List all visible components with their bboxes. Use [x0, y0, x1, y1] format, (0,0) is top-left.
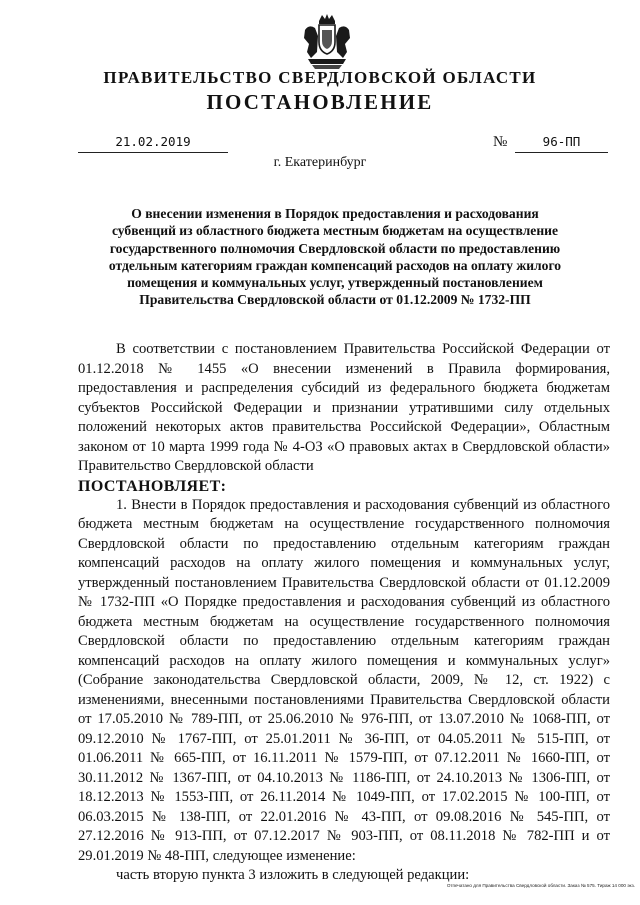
document-type: ПОСТАНОВЛЕНИЕ — [206, 90, 434, 114]
government-name: ПРАВИТЕЛЬСТВО СВЕРДЛОВСКОЙ ОБЛАСТИ — [103, 68, 537, 87]
decree-heading: ПОСТАНОВЛЯЕТ: — [78, 477, 227, 495]
print-footer: Отпечатано для Правительства Свердловской области. Заказ № 575. Тираж 14 000 экз. — [446, 883, 635, 888]
document-date: 21.02.2019 — [78, 134, 228, 153]
coat-of-arms-icon — [299, 12, 355, 72]
city-name: г. Екатеринбург — [273, 155, 367, 170]
item-1-subparagraph: часть вторую пункта 3 изложить в следующей редакции: — [116, 867, 470, 883]
document-title: О внесении изменения в Порядок предоставления и расходования субвенций из областного бюджета местным бюджетам на осуществление государственного полномочия Свердловской области по предоставлению отдельным категориям граждан компенсаций расходов на оплату жилого помещения и коммунальных услуг, утвержденный постановлением Правительства Свердловской области от 01.12.2009 № 1732-ПП — [108, 206, 562, 308]
number-label: № — [493, 134, 508, 150]
item-1-paragraph: 1. Внести в Порядок предоставления и расходования субвенций из областного бюджета местным бюджетам на осуществление государственного полномочия Свердловской области по предоставлению отдельным категориям граждан компенсаций расходов на оплату жилого помещения и коммунальных услуг, утвержденный постановлением Правительства Свердловской области от 01.12.2009 № 1732-ПП «О Порядке предоставления и расходования субвенций из областного бюджета местным бюджетам на осуществление государственного полномочия Свердловской области по предоставлению отдельным категориям граждан компенсаций расходов на оплату жилого помещения и коммунальных услуг» (Собрание законодательства Свердловской области, 2009, № 12, ст. 1922) с изменениями, внесенными постановлениями Правительства Свердловской области от 17.05.2010 № 789-ПП, от 25.06.2010 № 976-ПП, от 13.07.2010 № 1068-ПП, от 09.12.2010 № 1767-ПП, от 25.01.2011 № 36-ПП, от 04.05.2011 № 515-ПП, от 01.06.2011 № 665-ПП, от 16.11.2011 № 1579-ПП, от 07.12.2011 № 1660-ПП, от 30.11.2012 № 1367-ПП, от 04.10.2013 № 1186-ПП, от 24.10.2013 № 1306-ПП, от 18.12.2013 № 1553-ПП, от 26.11.2014 № 1049-ПП, от 17.02.2015 № 100-ПП, от 06.03.2015 № 138-ПП, от 22.01.2016 № 43-ПП, от 09.08.2016 № 545-ПП, от 27.12.2016 № 913-ПП, от 07.12.2017 № 903-ПП, от 08.11.2018 № 782-ПП и от 29.01.2019 № 48-ПП, следующее изменение: — [78, 496, 610, 864]
document-body — [78, 340, 610, 886]
document-number: 96-ПП — [515, 134, 608, 153]
preamble-paragraph: В соответствии с постановлением Правительства Российской Федерации от 01.12.2018 № 1455 «О внесении изменений в Правила формирования, предоставления и распределения субсидий из федерального бюджета бюджетам субъектов Российской Федерации и признании утратившими силу отдельных положений некоторых актов правительства Российской Федерации», Областным законом от 10 марта 1999 года № 4-ОЗ «О правовых актах в Свердловской области» Правительство Свердловской области — [78, 341, 610, 474]
